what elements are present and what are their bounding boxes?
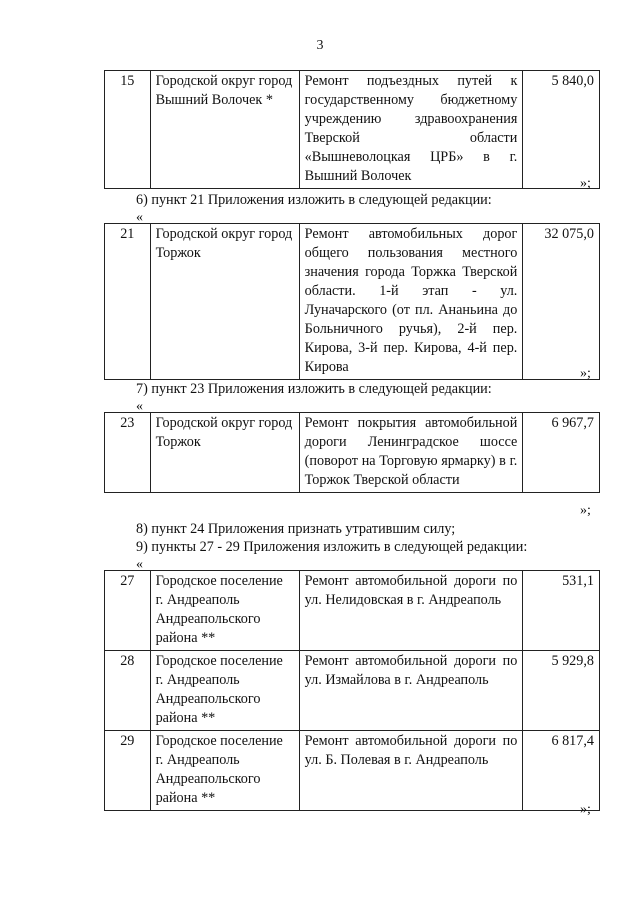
amount-value: 6 967,7 <box>523 413 600 493</box>
municipality-name: Городское поселение г. Андреаполь Андреапольского района ** <box>150 571 299 651</box>
municipality-name: Городской округ город Торжок <box>150 413 299 493</box>
closing-quote: »; <box>580 176 591 191</box>
opening-quote: « <box>136 557 143 572</box>
opening-quote: « <box>136 399 143 414</box>
amount-value: 6 817,4 <box>523 731 600 811</box>
work-description: Ремонт автомобильных дорог общего пользования местного значения города Торжка Тверской области. 1-й этап - ул. Луначарского (от пл. Ананьина до Больничного ручья), 2-й пер. Кирова, 3-й пер. Кирова, 4-й пер. Кирова <box>299 224 523 380</box>
work-description: Ремонт покрытия автомобильной дороги Ленинградское шоссе (поворот на Торговую ярмарку) в г. Торжок Тверской области <box>299 413 523 493</box>
table-row <box>105 651 600 731</box>
instruction-item-24: 8) пункт 24 Приложения признать утратившим силу; <box>136 521 456 537</box>
work-description: Ремонт автомобильной дороги по ул. Б. Полевая в г. Андреаполь <box>299 731 523 811</box>
table-row <box>105 731 600 811</box>
amount-value: 5 929,8 <box>523 651 600 731</box>
row-number: 23 <box>105 413 151 493</box>
table-items-27-29 <box>104 570 600 811</box>
table-row <box>105 571 600 651</box>
amount-value: 531,1 <box>523 571 600 651</box>
municipality-name: Городской округ город Торжок <box>150 224 299 380</box>
table-item-23 <box>104 412 600 493</box>
table-item-21 <box>104 223 600 380</box>
work-description: Ремонт подъездных путей к государственному бюджетному учреждению здравоохранения Тверской области «Вышневолоцкая ЦРБ» в г. Вышний Волочек <box>299 71 523 189</box>
instruction-items-27-29: 9) пункты 27 - 29 Приложения изложить в следующей редакции: <box>136 539 528 555</box>
closing-quote: »; <box>580 503 591 518</box>
page-number: 3 <box>316 38 324 53</box>
municipality-name: Городской округ город Вышний Волочек * <box>150 71 299 189</box>
table-item-15 <box>104 70 600 189</box>
table-row <box>105 224 600 380</box>
table-row <box>105 71 600 189</box>
work-description: Ремонт автомобильной дороги по ул. Нелидовская в г. Андреаполь <box>299 571 523 651</box>
closing-quote: »; <box>580 366 591 381</box>
municipality-name: Городское поселение г. Андреаполь Андреапольского района ** <box>150 731 299 811</box>
row-number: 15 <box>105 71 151 189</box>
table-row <box>105 413 600 493</box>
row-number: 27 <box>105 571 151 651</box>
row-number: 21 <box>105 224 151 380</box>
instruction-item-23: 7) пункт 23 Приложения изложить в следующей редакции: <box>136 381 492 397</box>
instruction-item-21: 6) пункт 21 Приложения изложить в следующей редакции: <box>136 192 492 208</box>
row-number: 28 <box>105 651 151 731</box>
amount-value: 32 075,0 <box>523 224 600 380</box>
opening-quote: « <box>136 210 143 225</box>
closing-quote: »; <box>580 802 591 817</box>
work-description: Ремонт автомобильной дороги по ул. Измайлова в г. Андреаполь <box>299 651 523 731</box>
municipality-name: Городское поселение г. Андреаполь Андреапольского района ** <box>150 651 299 731</box>
row-number: 29 <box>105 731 151 811</box>
amount-value: 5 840,0 <box>523 71 600 189</box>
